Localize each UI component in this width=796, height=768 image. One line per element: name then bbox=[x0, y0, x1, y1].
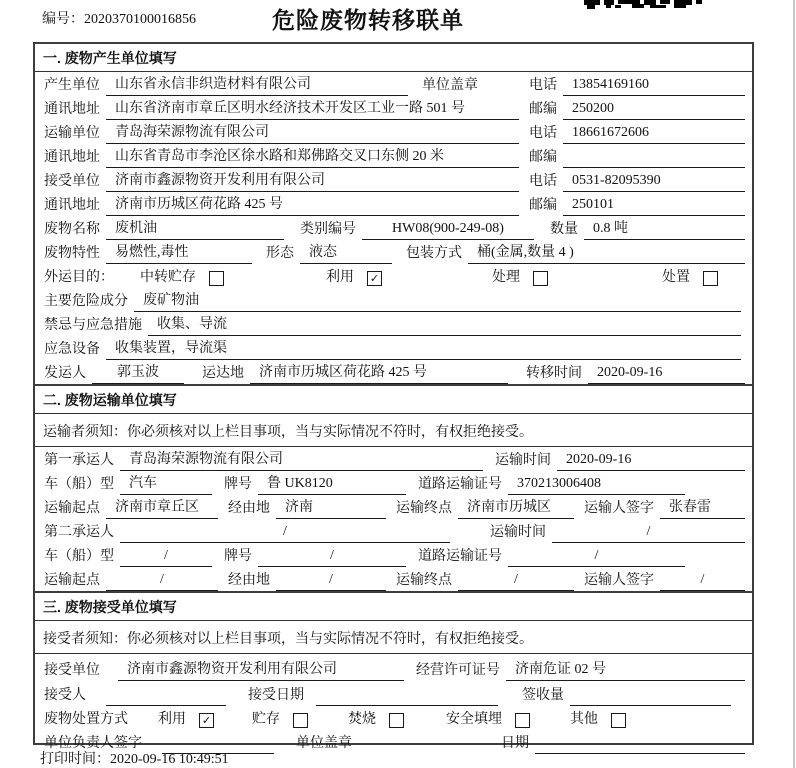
page-edge-divider bbox=[793, 0, 795, 768]
checkbox-icon bbox=[611, 713, 626, 728]
pack-value: 桶(金属,数量 4 ) bbox=[468, 241, 745, 264]
disposal-option-store bbox=[250, 708, 308, 730]
vehicle-type-label: 车（船）型 bbox=[44, 477, 114, 492]
pack-label: 包装方式 bbox=[406, 246, 462, 261]
route-via-label: 经由地 bbox=[228, 501, 270, 516]
road-license-label: 道路运输证号 bbox=[418, 549, 502, 564]
disposal-option-use bbox=[156, 708, 214, 730]
checkbox-icon bbox=[515, 713, 530, 728]
row-accept bbox=[35, 681, 752, 706]
form-label: 形态 bbox=[266, 246, 294, 261]
route-sign-value: 张春雷 bbox=[660, 496, 745, 519]
row-receive-unit bbox=[35, 654, 752, 681]
road-license-value: 370213006408 bbox=[508, 476, 685, 495]
disposal-option-burn bbox=[346, 708, 404, 730]
disposal-label: 废物处置方式 bbox=[44, 712, 128, 727]
road-license2-value: / bbox=[508, 548, 685, 567]
plate-label: 牌号 bbox=[224, 549, 252, 564]
row-hazard bbox=[35, 288, 752, 312]
date-value bbox=[535, 751, 745, 754]
row-route1 bbox=[35, 495, 752, 519]
waste-code-value: HW08(900-249-08) bbox=[362, 221, 534, 240]
zip-label: 邮编 bbox=[529, 198, 557, 213]
waste-name-label: 废物名称 bbox=[44, 222, 100, 237]
option-label: 处理 bbox=[492, 270, 520, 285]
purpose-option-use bbox=[324, 266, 382, 288]
row-producer-address bbox=[35, 96, 752, 120]
hazard-value: 废矿物油 bbox=[134, 289, 741, 312]
waste-qty-label: 数量 bbox=[550, 222, 578, 237]
form-value: 液态 bbox=[300, 241, 392, 264]
vehicle-type-value: 汽车 bbox=[120, 472, 212, 495]
receive-notice: 接受者须知：你必须核对以上栏目事项，当与实际情况不符时，有权拒绝接受。 bbox=[35, 621, 752, 654]
destination-label: 运达地 bbox=[202, 366, 244, 381]
transport-time-label: 运输时间 bbox=[495, 453, 551, 468]
row-dispatch bbox=[35, 360, 752, 384]
equipment-value: 收集装置，导流渠 bbox=[106, 337, 741, 360]
transfer-time-label: 转移时间 bbox=[526, 366, 582, 381]
section2-title: 二. 废物运输单位填写 bbox=[35, 386, 752, 414]
producer-value: 山东省永信非织造材料有限公司 bbox=[106, 73, 408, 96]
section-receive bbox=[35, 591, 752, 754]
transporter-zip-group bbox=[527, 146, 745, 168]
section1-title: 一. 废物产生单位填写 bbox=[35, 44, 752, 72]
transport-time-label: 运输时间 bbox=[490, 525, 546, 540]
accept-qty-label: 签收量 bbox=[522, 688, 564, 703]
dispatcher-label: 发运人 bbox=[44, 366, 86, 381]
row-equipment bbox=[35, 336, 752, 360]
section-transport bbox=[35, 384, 752, 591]
waste-code-label: 类别编号 bbox=[300, 222, 356, 237]
zip-label: 邮编 bbox=[529, 102, 557, 117]
route-start-label: 运输起点 bbox=[44, 501, 100, 516]
producer-phone-group bbox=[527, 74, 745, 96]
receive-unit-label: 接受单位 bbox=[44, 663, 100, 678]
transporter-phone-value: 18661672606 bbox=[563, 125, 745, 144]
transporter-phone-group bbox=[527, 122, 745, 144]
option-label: 中转贮存 bbox=[140, 270, 196, 285]
receiver-zip-value: 250101 bbox=[563, 197, 745, 216]
carrier2-label: 第二承运人 bbox=[44, 525, 114, 540]
route-start-value: 济南市章丘区 bbox=[106, 496, 218, 519]
row-route2 bbox=[35, 567, 752, 591]
accept-person-label: 接受人 bbox=[44, 688, 86, 703]
plate-value: 鲁 UK8120 bbox=[258, 472, 406, 495]
checkbox-icon bbox=[389, 713, 404, 728]
disposal-option-other bbox=[568, 708, 626, 730]
transfer-time-value: 2020-09-16 bbox=[588, 365, 745, 384]
route-via2-value: / bbox=[276, 572, 386, 591]
date-label: 日期 bbox=[501, 736, 529, 751]
permit-value: 济南危证 02 号 bbox=[506, 658, 745, 681]
route-end-label: 运输终点 bbox=[396, 501, 452, 516]
carrier1-label: 第一承运人 bbox=[44, 453, 114, 468]
serial-value: 2020370100016856 bbox=[84, 12, 196, 27]
transporter-address-value: 山东省青岛市李沧区徐水路和郑佛路交叉口东侧 20 米 bbox=[106, 145, 519, 168]
receiver-value: 济南市鑫源物资开发利用有限公司 bbox=[106, 169, 519, 192]
qr-code-partial-icon bbox=[584, 0, 712, 10]
disposal-option-landfill bbox=[444, 708, 530, 730]
route-sign-label: 运输人签字 bbox=[584, 573, 654, 588]
emergency-label: 禁忌与应急措施 bbox=[44, 318, 142, 333]
checkbox-icon bbox=[209, 271, 224, 286]
plate2-value: / bbox=[258, 548, 406, 567]
transport-time2-value: / bbox=[552, 524, 745, 543]
row-producer bbox=[35, 72, 752, 96]
waste-qty-value: 0.8 吨 bbox=[584, 217, 745, 240]
checkbox-checked-icon: ✓ bbox=[199, 713, 214, 728]
producer-address-value: 山东省济南市章丘区明水经济技术开发区工业一路 501 号 bbox=[106, 97, 519, 120]
checkbox-checked-icon: ✓ bbox=[367, 271, 382, 286]
row-vehicle1 bbox=[35, 471, 752, 495]
section-producer bbox=[35, 44, 752, 384]
row-emergency bbox=[35, 312, 752, 336]
destination-value: 济南市历城区荷花路 425 号 bbox=[250, 361, 508, 384]
route-start2-value: / bbox=[106, 572, 218, 591]
address-label: 通讯地址 bbox=[44, 198, 100, 213]
option-label: 其他 bbox=[570, 712, 598, 727]
route-sign2-value: / bbox=[660, 572, 745, 591]
address-label: 通讯地址 bbox=[44, 102, 100, 117]
producer-zip-group bbox=[527, 98, 745, 120]
receiver-phone-value: 0531-82095390 bbox=[563, 173, 745, 192]
receiver-label: 接受单位 bbox=[44, 174, 100, 189]
dispatcher-value: 郭玉波 bbox=[92, 361, 184, 384]
option-label: 焚烧 bbox=[348, 712, 376, 727]
producer-zip-value: 250200 bbox=[563, 101, 745, 120]
transporter-label: 运输单位 bbox=[44, 126, 100, 141]
route-via-label: 经由地 bbox=[228, 573, 270, 588]
option-label: 贮存 bbox=[252, 712, 280, 727]
zip-label: 邮编 bbox=[529, 150, 557, 165]
seal-label: 单位盖章 bbox=[422, 78, 478, 93]
producer-phone-value: 13854169160 bbox=[563, 77, 745, 96]
waste-name-value: 废机油 bbox=[106, 217, 284, 240]
permit-label: 经营许可证号 bbox=[416, 663, 500, 678]
row-carrier1 bbox=[35, 447, 752, 471]
checkbox-icon bbox=[293, 713, 308, 728]
row-disposal bbox=[35, 706, 752, 730]
option-label: 利用 bbox=[326, 270, 354, 285]
section3-title: 三. 废物接受单位填写 bbox=[35, 593, 752, 621]
route-sign-label: 运输人签字 bbox=[584, 501, 654, 516]
transport-notice: 运输者须知：你必须核对以上栏目事项，当与实际情况不符时，有权拒绝接受。 bbox=[35, 414, 752, 447]
traits-label: 废物特性 bbox=[44, 246, 100, 261]
vehicle-type2-value: / bbox=[120, 548, 212, 567]
route-end2-value: / bbox=[458, 572, 574, 591]
receiver-address-value: 济南市历城区荷花路 425 号 bbox=[106, 193, 519, 216]
row-carrier2 bbox=[35, 519, 752, 543]
route-end-value: 济南市历城区 bbox=[458, 496, 574, 519]
carrier1-value: 青岛海荣源物流有限公司 bbox=[120, 448, 483, 471]
print-time-label: 打印时间： bbox=[40, 752, 110, 767]
row-transporter-address bbox=[35, 144, 752, 168]
purpose-option-transfer bbox=[138, 266, 224, 288]
route-start-label: 运输起点 bbox=[44, 573, 100, 588]
row-vehicle2 bbox=[35, 543, 752, 567]
vehicle-type-label: 车（船）型 bbox=[44, 549, 114, 564]
transport-time-value: 2020-09-16 bbox=[557, 452, 745, 471]
equipment-label: 应急设备 bbox=[44, 342, 100, 357]
checkbox-icon bbox=[533, 271, 548, 286]
accept-date-label: 接受日期 bbox=[248, 688, 304, 703]
row-waste-name bbox=[35, 216, 752, 240]
option-label: 安全填埋 bbox=[446, 712, 502, 727]
road-license-label: 道路运输证号 bbox=[418, 477, 502, 492]
phone-label: 电话 bbox=[529, 126, 557, 141]
emergency-value: 收集、导流 bbox=[148, 313, 741, 336]
manifest-form bbox=[33, 42, 754, 751]
print-time-value: 2020-09-16 10:49:51 bbox=[110, 752, 229, 767]
carrier2-value: / bbox=[120, 524, 450, 543]
plate-label: 牌号 bbox=[224, 477, 252, 492]
receiver-phone-group bbox=[527, 170, 745, 192]
unit-seal-label: 单位盖章 bbox=[296, 736, 352, 751]
row-waste-traits bbox=[35, 240, 752, 264]
option-label: 处置 bbox=[662, 270, 690, 285]
responsible-sign-label: 单位负责人签字 bbox=[44, 736, 142, 751]
phone-label: 电话 bbox=[529, 78, 557, 93]
page-title: 危险废物转移联单 bbox=[272, 7, 464, 33]
serial-label: 编号： bbox=[42, 12, 84, 27]
receive-unit-value: 济南市鑫源物资开发利用有限公司 bbox=[118, 658, 404, 681]
row-receiver-address bbox=[35, 192, 752, 216]
purpose-option-treat bbox=[490, 266, 548, 288]
address-label: 通讯地址 bbox=[44, 150, 100, 165]
purpose-option-dispose bbox=[660, 266, 718, 288]
phone-label: 电话 bbox=[529, 174, 557, 189]
row-purpose bbox=[35, 264, 752, 288]
receiver-zip-group bbox=[527, 194, 745, 216]
row-transporter bbox=[35, 120, 752, 144]
producer-label: 产生单位 bbox=[44, 78, 100, 93]
traits-value: 易燃性,毒性 bbox=[106, 241, 252, 264]
checkbox-icon bbox=[703, 271, 718, 286]
hazard-label: 主要危险成分 bbox=[44, 294, 128, 309]
route-via-value: 济南 bbox=[276, 496, 386, 519]
row-receiver bbox=[35, 168, 752, 192]
print-time bbox=[40, 748, 229, 768]
option-label: 利用 bbox=[158, 712, 186, 727]
route-end-label: 运输终点 bbox=[396, 573, 452, 588]
transporter-value: 青岛海荣源物流有限公司 bbox=[106, 121, 519, 144]
purpose-label: 外运目的： bbox=[44, 270, 114, 285]
